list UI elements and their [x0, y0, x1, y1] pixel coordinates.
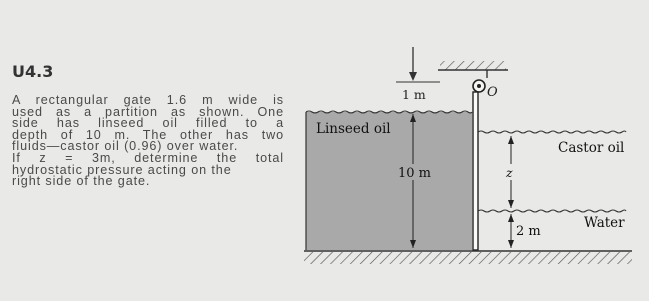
gate — [473, 92, 478, 250]
statement-line-8: right side of the gate. — [12, 174, 151, 189]
statement-line-7: hydrostatic pressure acting on the — [12, 162, 232, 177]
castor-oil-surface — [478, 131, 626, 133]
statement-line-3: side has linseed oil filled to a — [12, 116, 284, 131]
hinge-icon — [473, 80, 485, 92]
hinge-label: O — [487, 85, 498, 100]
statement-line-1: A rectangular gate 1.6 m wide is — [12, 93, 284, 107]
load-arrow — [396, 47, 440, 82]
ceiling-support — [438, 61, 508, 78]
water-depth-dimension — [508, 214, 514, 248]
hinge-offset-label: 1 m — [402, 87, 426, 102]
linseed-oil-label: Linseed oil — [316, 121, 391, 137]
depth-label-10m: 10 m — [398, 166, 432, 181]
castor-oil-label: Castor oil — [558, 140, 625, 156]
statement-line-5: fluids—castor oil (0.96) over water. — [12, 139, 239, 154]
water-surface — [478, 210, 626, 212]
problem-number: U4.3 — [12, 62, 54, 81]
statement-line-4: depth of 10 m. The other has two — [12, 127, 284, 142]
statement-line-2: used as a partition as shown. One — [12, 104, 284, 119]
ground — [304, 251, 632, 264]
water-label: Water — [584, 215, 625, 231]
statement-line-6: If z = 3m, determine the total — [12, 150, 284, 165]
water-depth-label: 2 m — [516, 224, 541, 239]
z-label: z — [506, 165, 513, 180]
